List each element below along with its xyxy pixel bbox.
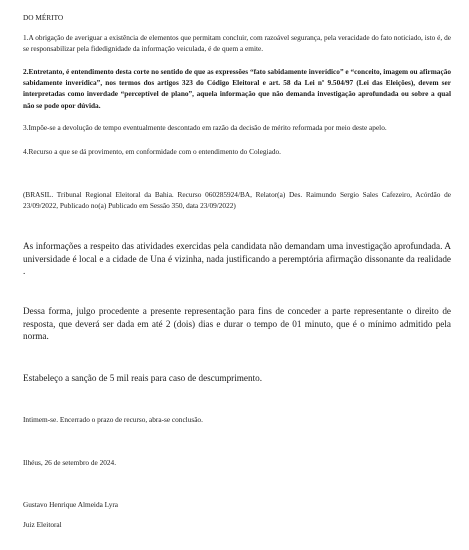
body-paragraph-2: Dessa forma, julgo procedente a presente representação para fins de conceder a parte representante o direito de resposta, que deverá ser dada em até 2 (dois) dias e durar o tempo de 01 minuto, que é o mínimo admitido pela norma. [23,306,451,342]
ementa-item-2: 2.Entretanto, é entendimento desta corte no sentido de que as expressões “fato sabidamente inverídico” e “conceito, imagem ou afirmação sabidamente inverídica”, nos termos dos artigos 323 do Código Eleitoral e art. 58 da Lei nº 9.504/97 (Lei das Eleições), devem ser interpretadas como inverdade “perceptível de plano”, aquela informação que não demanda investigação aprofundada ou sobre a qual não se pode opor dúvida. [23,67,451,110]
body-paragraph-3: Estabeleço a sanção de 5 mil reais para caso de descumprimento. [23,373,263,383]
ementa-item-1: 1.A obrigação de averiguar a existência de elementos que permitam concluir, com razoável segurança, pela veracidade do fato noticiado, isto é, de se responsabilizar pela fidedignidade da informação veiculada, é de quem a emite. [23,33,451,54]
ementa-item-3: 3.Impõe-se a devolução de tempo eventualmente descontado em razão da decisão de mérito reformada por meio deste apelo. [23,123,387,132]
signer-title: Juiz Eleitoral [23,520,62,529]
body-paragraph-1: As informações a respeito das atividades exercidas pela candidata não demandam uma investigação aprofundada. A universidade é local e a cidade de Una é vizinha, nada justificando a peremptória afirmação dissonante da realidade . [23,241,451,277]
signer-name: Gustavo Henrique Almeida Lyra [23,500,119,509]
ementa-item-4: 4.Recurso a que se dá provimento, em conformidade com o entendimento do Colegiado. [23,147,281,156]
section-heading: DO MÉRITO [23,13,64,22]
intimation-text: Intimem-se. Encerrado o prazo de recurso, abra-se conclusão. [23,415,203,424]
case-citation: (BRASIL. Tribunal Regional Eleitoral da Bahia. Recurso 060285924/BA, Relator(a) Des. Raimundo Sergio Sales Cafezeiro, Acórdão de 23/09/2022, Publicado no(a) Publicado em Sessão 350, data 23/09/2022) [23,190,451,211]
place-and-date: Ilhéus, 26 de setembro de 2024. [23,458,117,467]
